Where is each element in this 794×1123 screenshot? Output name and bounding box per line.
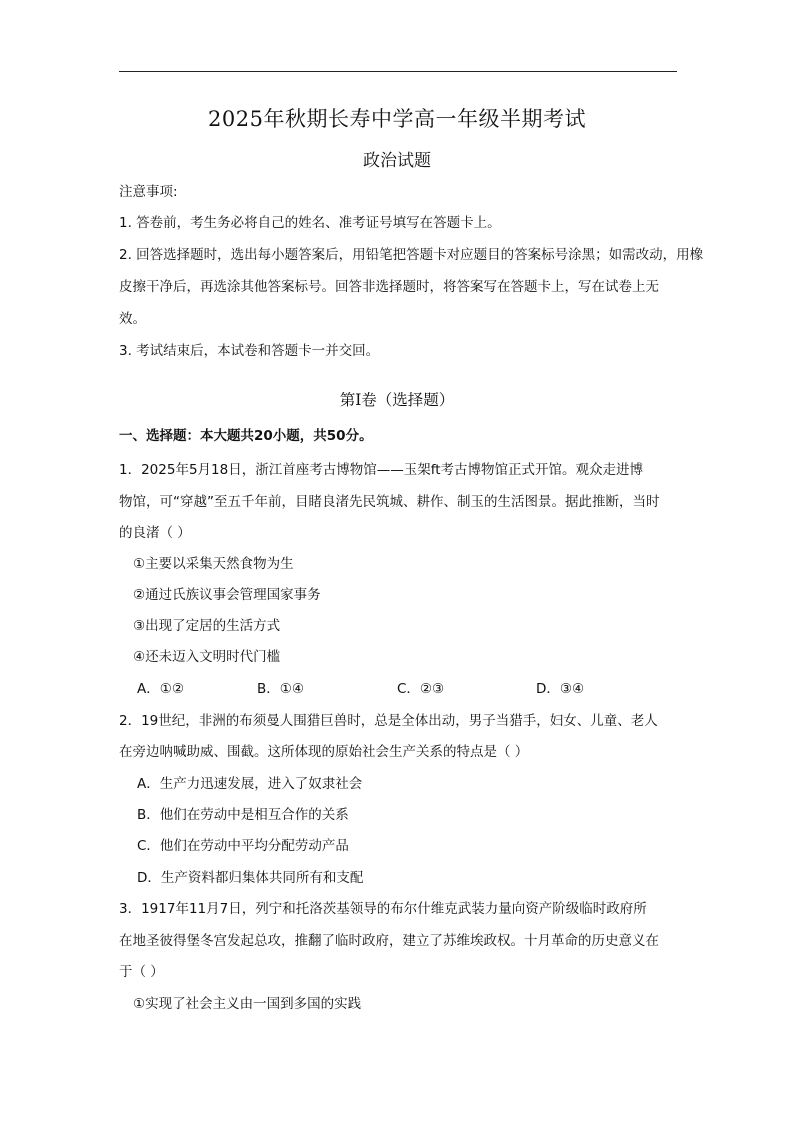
question-1-line: 物馆，可“穿越”至五千年前，目睹良渚先民筑城、耕作、制玉的生活图景。据此推断，当时 <box>119 494 660 510</box>
section-title: 第I卷（选择题） <box>339 391 455 409</box>
exam-subject: 政治试题 <box>363 151 431 171</box>
question-3-item: ①实现了社会主义由一国到多国的实践 <box>133 996 362 1012</box>
question-1-item: ②通过氏族议事会管理国家事务 <box>133 587 321 603</box>
question-1-item: ③出现了定居的生活方式 <box>133 618 281 634</box>
question-3-line: 在地圣彼得堡冬宫发起总攻，推翻了临时政府，建立了苏维埃政权。十月革命的历史意义在 <box>119 933 659 949</box>
question-1-item: ①主要以采集天然食物为生 <box>133 556 294 572</box>
question-1-option-b: B．①④ <box>257 681 304 697</box>
part-heading: 一、选择题：本大题共20小题，共50分。 <box>119 428 373 444</box>
notice-item: 2. 回答选择题时，选出每小题答案后，用铅笔把答题卡对应题目的答案标号涂黑；如需改动，用橡 <box>119 247 704 263</box>
question-3-line: 于（ ） <box>119 964 164 980</box>
question-2-option-d: D．生产资料都归集体共同所有和支配 <box>137 870 364 886</box>
notice-item: 皮擦干净后，再选涂其他答案标号。回答非选择题时，将答案写在答题卡上，写在试卷上无 <box>119 279 659 295</box>
exam-title: 2025年秋期长寿中学高一年级半期考试 <box>208 107 586 131</box>
question-2-line: 在旁边呐喊助威、围截。这所体现的原始社会生产关系的特点是（ ） <box>119 744 529 760</box>
question-1-option-d: D．③④ <box>536 681 585 697</box>
question-1-line: 的良渚（ ） <box>119 525 191 541</box>
question-2-option-b: B．他们在劳动中是相互合作的关系 <box>137 807 349 823</box>
header-rule <box>119 71 677 72</box>
notice-item: 1. 答卷前，考生务必将自己的姓名、准考证号填写在答题卡上。 <box>119 215 501 231</box>
question-2-option-c: C．他们在劳动中平均分配劳动产品 <box>137 838 349 854</box>
question-1-line: 1．2025年5月18日，浙江首座考古博物馆——玉架ft考古博物馆正式开馆。观众走进博 <box>119 462 644 478</box>
question-1-option-c: C．②③ <box>397 681 445 697</box>
notice-heading: 注意事项: <box>119 184 178 200</box>
question-3-line: 3．1917年11月7日，列宁和托洛茨基领导的布尔什维克武装力量向资产阶级临时政府所 <box>119 901 647 917</box>
notice-item: 效。 <box>119 311 146 327</box>
question-2-option-a: A．生产力迅速发展，进入了奴隶社会 <box>137 776 363 792</box>
question-1-item: ④还未迈入文明时代门槛 <box>133 649 281 665</box>
question-2-line: 2．19世纪，非洲的布须曼人围猎巨兽时，总是全体出动，男子当猎手，妇女、儿童、老人 <box>119 713 658 729</box>
question-1-option-a: A．①② <box>137 681 184 697</box>
notice-item: 3. 考试结束后，本试卷和答题卡一并交回。 <box>119 343 380 359</box>
